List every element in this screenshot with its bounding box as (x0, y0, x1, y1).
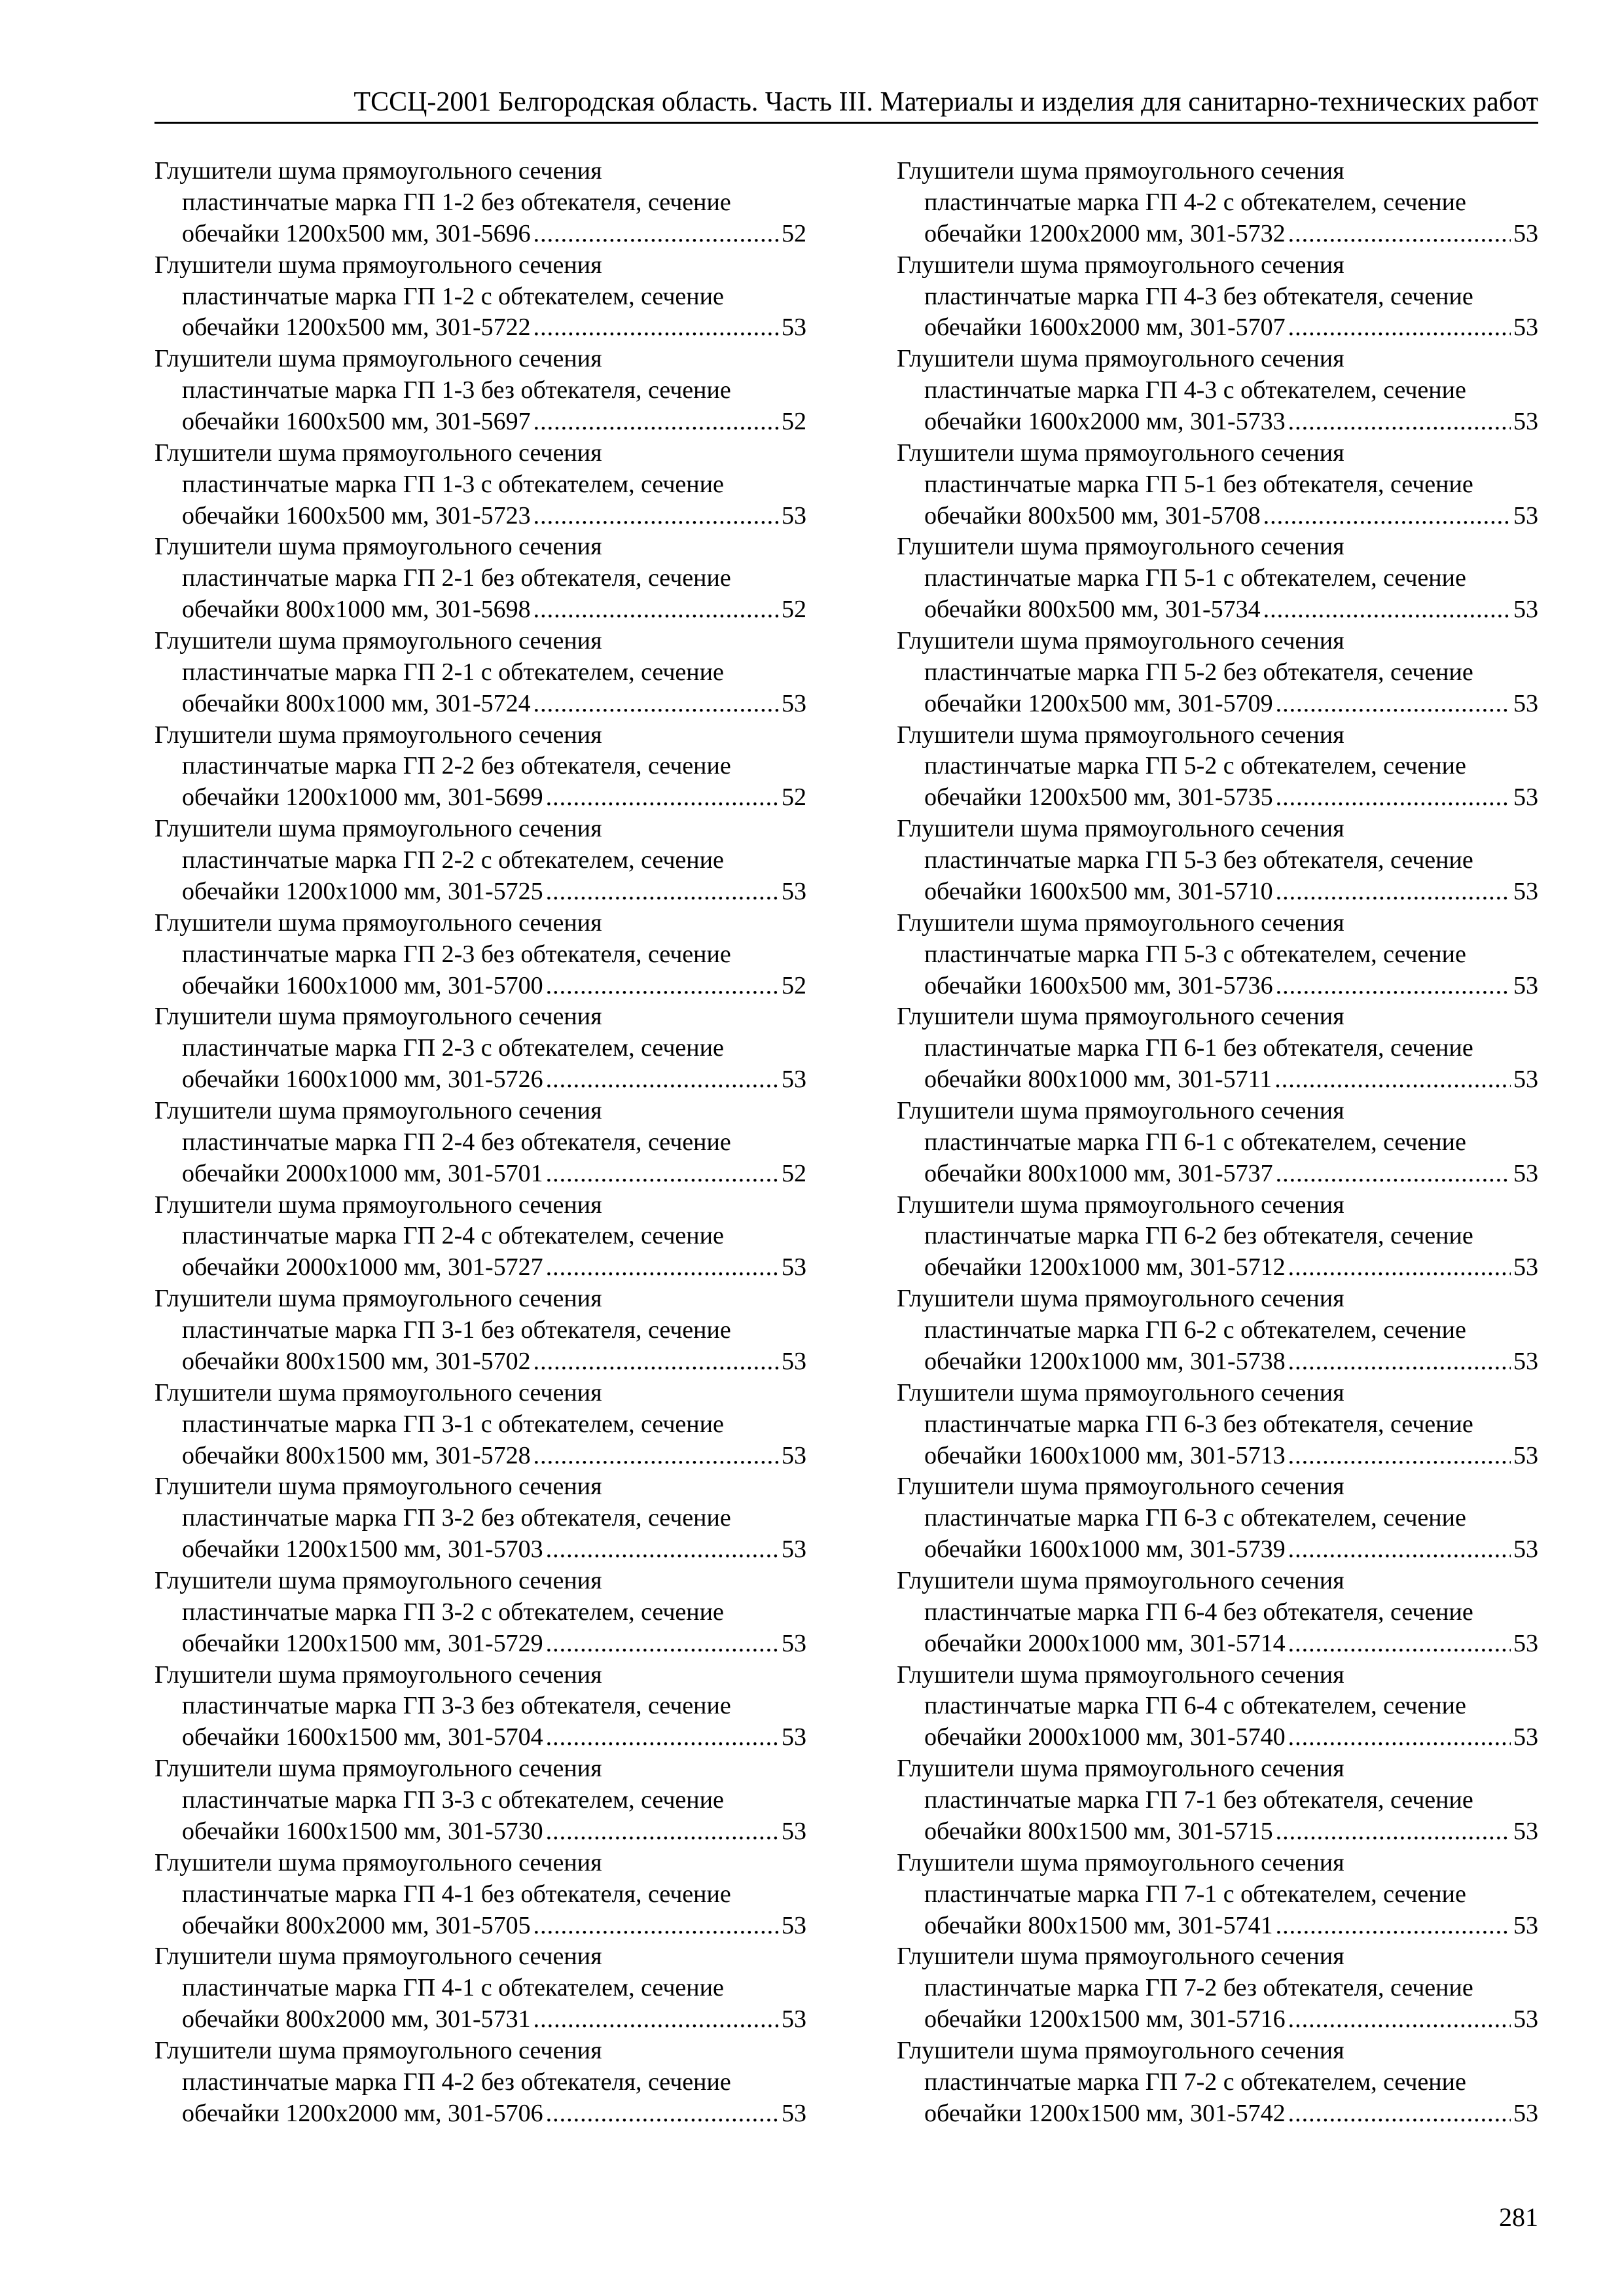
index-entry (897, 1190, 1538, 1284)
index-entry (897, 1378, 1538, 1472)
index-entry (154, 531, 806, 626)
index-entry (154, 1941, 806, 2036)
entry-description: пластинчатые марка ГП 2-4 с обтекателем, сечение (182, 1222, 724, 1250)
index-entry (897, 1848, 1538, 1942)
dot-leader (1276, 876, 1511, 908)
entry-title: Глушители шума прямоугольного сечения (154, 1660, 602, 1689)
entry-title: Глушители шума прямоугольного сечения (897, 1003, 1344, 1031)
dot-leader (1288, 1628, 1511, 1660)
entry-page-ref: 53 (782, 501, 806, 529)
entry-reference-line (154, 1158, 806, 1190)
entry-title: Глушители шума прямоугольного сечения (897, 1378, 1344, 1407)
entry-reference-line (154, 971, 806, 1002)
entry-description: пластинчатые марка ГП 5-1 с обтекателем, сечение (924, 564, 1466, 592)
entry-title: Глушители шума прямоугольного сечения (897, 908, 1344, 937)
entry-description: пластинчатые марка ГП 2-1 без обтекателя, сечение (182, 564, 731, 592)
entry-description: пластинчатые марка ГП 2-4 без обтекателя, сечение (182, 1128, 731, 1156)
index-entry (154, 1848, 806, 1942)
entry-code: обечайки 800x1500 мм, 301-5715 (924, 1817, 1273, 1845)
dot-leader (533, 689, 779, 720)
index-entry (897, 156, 1538, 250)
entry-page-ref: 53 (782, 2005, 806, 2034)
entry-code: обечайки 2000x1000 мм, 301-5714 (924, 1629, 1286, 1657)
index-entry (154, 1566, 806, 1660)
entry-page-ref: 53 (782, 1911, 806, 1939)
entry-code: обечайки 1600x1000 мм, 301-5726 (182, 1066, 543, 1094)
dot-leader (1288, 312, 1511, 344)
dot-leader (1288, 1346, 1511, 1378)
entry-reference-line (897, 689, 1538, 720)
index-entry (897, 1283, 1538, 1378)
dot-leader (1276, 971, 1511, 1002)
index-entry (897, 1471, 1538, 1566)
entry-title: Глушители шума прямоугольного сечения (154, 1755, 602, 1783)
entry-reference-line (897, 1158, 1538, 1190)
index-entry (897, 1753, 1538, 1848)
entry-reference-line (897, 2098, 1538, 2130)
entry-reference-line (897, 594, 1538, 626)
entry-description: пластинчатые марка ГП 7-1 без обтекателя, сечение (924, 1786, 1473, 1814)
index-entry (154, 814, 806, 908)
index-entry (154, 2036, 806, 2130)
entry-code: обечайки 1200x1000 мм, 301-5699 (182, 783, 543, 812)
index-entry (897, 1001, 1538, 1096)
entry-page-ref: 53 (1513, 408, 1538, 435)
entry-description: пластинчатые марка ГП 5-2 с обтекателем, сечение (924, 752, 1466, 780)
entry-title: Глушители шума прямоугольного сечения (897, 721, 1344, 749)
entry-title: Глушители шума прямоугольного сечения (154, 721, 602, 749)
entry-description: пластинчатые марка ГП 3-3 с обтекателем, сечение (182, 1786, 724, 1814)
entry-page-ref: 52 (782, 1159, 806, 1187)
entry-reference-line (154, 2004, 806, 2036)
entry-page-ref: 53 (782, 1629, 806, 1657)
entry-page-ref: 52 (782, 596, 806, 624)
entry-page-ref: 53 (1513, 501, 1538, 529)
index-entry (154, 1096, 806, 1190)
entry-code: обечайки 2000x1000 мм, 301-5727 (182, 1253, 543, 1282)
dot-leader (533, 406, 779, 438)
entry-code: обечайки 1200x500 мм, 301-5735 (924, 783, 1273, 812)
index-entry (897, 1566, 1538, 1660)
entry-page-ref: 53 (782, 877, 806, 905)
entry-description: пластинчатые марка ГП 2-3 с обтекателем, сечение (182, 1034, 724, 1062)
entry-title: Глушители шума прямоугольного сечения (154, 1191, 602, 1219)
entry-title: Глушители шума прямоугольного сечения (154, 1943, 602, 1971)
entry-reference-line (897, 1441, 1538, 1472)
entry-title: Глушители шума прямоугольного сечения (154, 345, 602, 373)
entry-code: обечайки 1200x500 мм, 301-5696 (182, 219, 531, 247)
entry-reference-line (154, 876, 806, 908)
index-entry (897, 626, 1538, 720)
index-entry (154, 438, 806, 532)
dot-leader (1276, 1910, 1511, 1942)
entry-description: пластинчатые марка ГП 6-3 без обтекателя, сечение (924, 1410, 1473, 1438)
entry-reference-line (897, 501, 1538, 532)
entry-reference-line (897, 1816, 1538, 1848)
entry-code: обечайки 1600x1500 мм, 301-5730 (182, 1817, 543, 1845)
entry-title: Глушители шума прямоугольного сечения (154, 1566, 602, 1594)
entry-title: Глушители шума прямоугольного сечения (897, 1660, 1344, 1689)
entry-title: Глушители шума прямоугольного сечения (897, 157, 1344, 185)
entry-reference-line (897, 782, 1538, 814)
entry-description: пластинчатые марка ГП 6-4 с обтекателем, сечение (924, 1692, 1466, 1720)
entry-page-ref: 53 (1513, 1066, 1538, 1094)
entry-description: пластинчатые марка ГП 6-3 с обтекателем, сечение (924, 1504, 1466, 1532)
entry-description: пластинчатые марка ГП 1-3 с обтекателем, сечение (182, 470, 724, 498)
entry-page-ref: 53 (782, 1253, 806, 1282)
entry-title: Глушители шума прямоугольного сечения (154, 251, 602, 279)
entry-title: Глушители шума прямоугольного сечения (897, 533, 1344, 561)
running-header: ТССЦ-2001 Белгородская область. Часть III. Материалы и изделия для санитарно-технических работ (154, 86, 1538, 124)
entry-title: Глушители шума прямоугольного сечения (154, 815, 602, 843)
dot-leader (546, 1722, 779, 1753)
dot-leader (1288, 1534, 1511, 1566)
entry-description: пластинчатые марка ГП 4-3 без обтекателя, сечение (924, 282, 1473, 310)
entry-page-ref: 53 (1513, 1817, 1538, 1845)
entry-description: пластинчатые марка ГП 1-2 без обтекателя, сечение (182, 188, 731, 216)
index-entry (154, 1283, 806, 1378)
index-entry (154, 1378, 806, 1472)
index-entry (154, 250, 806, 344)
entry-reference-line (897, 406, 1538, 438)
entry-title: Глушители шума прямоугольного сечения (897, 1848, 1344, 1876)
entry-reference-line (154, 501, 806, 532)
index-entry (154, 1190, 806, 1284)
entry-reference-line (897, 1628, 1538, 1660)
entry-title: Глушители шума прямоугольного сечения (897, 1285, 1344, 1313)
dot-leader (546, 1628, 779, 1660)
entry-description: пластинчатые марка ГП 6-1 без обтекателя, сечение (924, 1034, 1473, 1062)
dot-leader (546, 1158, 779, 1190)
entry-title: Глушители шума прямоугольного сечения (897, 1566, 1344, 1594)
entry-reference-line (897, 1064, 1538, 1096)
index-entry (897, 250, 1538, 344)
entry-title: Глушители шума прямоугольного сечения (154, 908, 602, 937)
entry-page-ref: 52 (782, 408, 806, 435)
entry-reference-line (154, 782, 806, 814)
dot-leader (1288, 406, 1511, 438)
entry-reference-line (897, 219, 1538, 250)
entry-code: обечайки 1600x1000 мм, 301-5739 (924, 1535, 1286, 1564)
index-entry (154, 908, 806, 1002)
entry-description: пластинчатые марка ГП 5-3 без обтекателя, сечение (924, 846, 1473, 874)
dot-leader (1263, 594, 1511, 626)
entry-page-ref: 53 (1513, 1441, 1538, 1469)
entry-page-ref: 53 (1513, 1911, 1538, 1939)
entry-reference-line (897, 1722, 1538, 1753)
entry-reference-line (897, 312, 1538, 344)
index-entry (154, 156, 806, 250)
index-entry (897, 1941, 1538, 2036)
entry-description: пластинчатые марка ГП 5-3 с обтекателем, сечение (924, 940, 1466, 968)
entry-page-ref: 53 (782, 1723, 806, 1751)
index-entry (897, 1096, 1538, 1190)
entry-description: пластинчатые марка ГП 6-2 без обтекателя, сечение (924, 1222, 1473, 1250)
dot-leader (533, 219, 779, 250)
index-entry (897, 908, 1538, 1002)
entry-code: обечайки 800x1000 мм, 301-5724 (182, 689, 531, 717)
entry-reference-line (154, 1628, 806, 1660)
entry-page-ref: 53 (782, 314, 806, 342)
entry-code: обечайки 1600x1000 мм, 301-5713 (924, 1441, 1286, 1469)
dot-leader (1288, 1252, 1511, 1283)
entry-description: пластинчатые марка ГП 3-2 без обтекателя, сечение (182, 1504, 731, 1532)
entry-code: обечайки 1200x1000 мм, 301-5712 (924, 1253, 1286, 1282)
entry-reference-line (154, 689, 806, 720)
entry-description: пластинчатые марка ГП 3-1 с обтекателем, сечение (182, 1410, 724, 1438)
entry-code: обечайки 1200x1500 мм, 301-5729 (182, 1629, 543, 1657)
entry-code: обечайки 1200x1500 мм, 301-5716 (924, 2005, 1286, 2034)
entry-reference-line (154, 1064, 806, 1096)
dot-leader (533, 2004, 779, 2036)
entry-reference-line (897, 1534, 1538, 1566)
entry-page-ref: 53 (1513, 1347, 1538, 1375)
index-entry (897, 814, 1538, 908)
entry-title: Глушители шума прямоугольного сечения (897, 2036, 1344, 2064)
entry-page-ref: 53 (1513, 1253, 1538, 1282)
dot-leader (546, 1816, 779, 1848)
entry-reference-line (154, 1441, 806, 1472)
entry-reference-line (154, 219, 806, 250)
dot-leader (1276, 689, 1511, 720)
entry-code: обечайки 1600x500 мм, 301-5736 (924, 971, 1273, 999)
index-entry (154, 1753, 806, 1848)
entry-code: обечайки 800x2000 мм, 301-5705 (182, 1911, 531, 1939)
entry-description: пластинчатые марка ГП 3-2 с обтекателем, сечение (182, 1598, 724, 1626)
entry-code: обечайки 800x2000 мм, 301-5731 (182, 2005, 531, 2034)
index-column-right (897, 156, 1538, 2129)
dot-leader (546, 1064, 779, 1096)
entry-title: Глушители шума прямоугольного сечения (897, 815, 1344, 843)
dot-leader (546, 1534, 779, 1566)
entry-page-ref: 53 (1513, 596, 1538, 624)
entry-title: Глушители шума прямоугольного сечения (897, 626, 1344, 655)
entry-reference-line (154, 1722, 806, 1753)
entry-title: Глушители шума прямоугольного сечения (154, 1003, 602, 1031)
dot-leader (1276, 1158, 1511, 1190)
entry-page-ref: 53 (1513, 783, 1538, 812)
entry-title: Глушители шума прямоугольного сечения (897, 251, 1344, 279)
entry-title: Глушители шума прямоугольного сечения (154, 533, 602, 561)
entry-code: обечайки 1200x500 мм, 301-5709 (924, 689, 1273, 717)
entry-description: пластинчатые марка ГП 2-2 с обтекателем, сечение (182, 846, 724, 874)
entry-code: обечайки 1200x2000 мм, 301-5732 (924, 219, 1286, 247)
index-entry (154, 1471, 806, 1566)
entry-page-ref: 53 (782, 1347, 806, 1375)
entry-description: пластинчатые марка ГП 7-2 без обтекателя, сечение (924, 1974, 1473, 2002)
index-entry (897, 720, 1538, 814)
entry-page-ref: 53 (1513, 1535, 1538, 1564)
entry-page-ref: 53 (782, 1066, 806, 1094)
entry-page-ref: 53 (1513, 1723, 1538, 1751)
entry-code: обечайки 1200x1500 мм, 301-5742 (924, 2099, 1286, 2127)
entry-reference-line (154, 1816, 806, 1848)
entry-reference-line (897, 1910, 1538, 1942)
entry-code: обечайки 800x1500 мм, 301-5741 (924, 1911, 1273, 1939)
entry-page-ref: 53 (1513, 877, 1538, 905)
dot-leader (1263, 501, 1511, 532)
index-column-left (154, 156, 806, 2129)
entry-description: пластинчатые марка ГП 5-2 без обтекателя, сечение (924, 658, 1473, 686)
entry-description: пластинчатые марка ГП 2-2 без обтекателя, сечение (182, 752, 731, 780)
entry-code: обечайки 2000x1000 мм, 301-5740 (924, 1723, 1286, 1751)
entry-title: Глушители шума прямоугольного сечения (154, 439, 602, 467)
entry-code: обечайки 800x1000 мм, 301-5711 (924, 1066, 1272, 1094)
dot-leader (533, 501, 779, 532)
entry-page-ref: 53 (782, 689, 806, 717)
entry-title: Глушители шума прямоугольного сечения (897, 1191, 1344, 1219)
entry-description: пластинчатые марка ГП 6-1 с обтекателем, сечение (924, 1128, 1466, 1156)
dot-leader (533, 594, 779, 626)
entry-reference-line (154, 1346, 806, 1378)
entry-title: Глушители шума прямоугольного сечения (897, 1755, 1344, 1783)
entry-description: пластинчатые марка ГП 7-2 с обтекателем, сечение (924, 2068, 1466, 2096)
entry-title: Глушители шума прямоугольного сечения (897, 439, 1344, 467)
entry-page-ref: 53 (1513, 971, 1538, 999)
entry-page-ref: 53 (1513, 2005, 1538, 2034)
index-entry (154, 626, 806, 720)
entry-description: пластинчатые марка ГП 4-2 с обтекателем, сечение (924, 188, 1466, 216)
dot-leader (546, 971, 779, 1002)
entry-description: пластинчатые марка ГП 4-2 без обтекателя, сечение (182, 2068, 731, 2096)
index-entry (897, 531, 1538, 626)
entry-description: пластинчатые марка ГП 6-2 с обтекателем, сечение (924, 1316, 1466, 1344)
entry-code: обечайки 1600x500 мм, 301-5697 (182, 408, 531, 435)
entry-reference-line (154, 1910, 806, 1942)
dot-leader (533, 1441, 779, 1472)
entry-code: обечайки 1200x1500 мм, 301-5703 (182, 1535, 543, 1564)
dot-leader (546, 1252, 779, 1283)
entry-reference-line (897, 971, 1538, 1002)
entry-code: обечайки 800x1000 мм, 301-5698 (182, 596, 531, 624)
page-number: 281 (1499, 2202, 1538, 2232)
entry-title: Глушители шума прямоугольного сечения (897, 1943, 1344, 1971)
entry-description: пластинчатые марка ГП 5-1 без обтекателя, сечение (924, 470, 1473, 498)
entry-page-ref: 53 (782, 1441, 806, 1469)
entry-title: Глушители шума прямоугольного сечения (154, 626, 602, 655)
entry-code: обечайки 800x1500 мм, 301-5702 (182, 1347, 531, 1375)
entry-title: Глушители шума прямоугольного сечения (154, 1848, 602, 1876)
entry-title: Глушители шума прямоугольного сечения (897, 1096, 1344, 1124)
entry-title: Глушители шума прямоугольного сечения (154, 1285, 602, 1313)
entry-page-ref: 53 (1513, 314, 1538, 342)
entry-code: обечайки 2000x1000 мм, 301-5701 (182, 1159, 543, 1187)
dot-leader (1288, 219, 1511, 250)
entry-reference-line (897, 1252, 1538, 1283)
entry-code: обечайки 1200x1000 мм, 301-5738 (924, 1347, 1286, 1375)
entry-code: обечайки 800x1500 мм, 301-5728 (182, 1441, 531, 1469)
index-entry (154, 1001, 806, 1096)
entry-page-ref: 53 (1513, 2099, 1538, 2127)
entry-code: обечайки 1600x2000 мм, 301-5707 (924, 314, 1286, 342)
index-entry (897, 1660, 1538, 1754)
entry-page-ref: 53 (782, 1817, 806, 1845)
entry-code: обечайки 800x1000 мм, 301-5737 (924, 1159, 1273, 1187)
entry-description: пластинчатые марка ГП 3-3 без обтекателя, сечение (182, 1692, 731, 1720)
entry-title: Глушители шума прямоугольного сечения (154, 1378, 602, 1407)
entry-description: пластинчатые марка ГП 4-1 без обтекателя, сечение (182, 1880, 731, 1908)
entry-description: пластинчатые марка ГП 7-1 с обтекателем, сечение (924, 1880, 1466, 1908)
entry-title: Глушители шума прямоугольного сечения (154, 2036, 602, 2064)
dot-leader (1276, 782, 1511, 814)
index-entry (897, 2036, 1538, 2130)
entry-page-ref: 53 (1513, 1629, 1538, 1657)
entry-code: обечайки 1600x500 мм, 301-5710 (924, 877, 1273, 905)
entry-code: обечайки 1600x500 мм, 301-5723 (182, 501, 531, 529)
entry-page-ref: 53 (782, 1535, 806, 1564)
entry-reference-line (897, 1346, 1538, 1378)
entry-page-ref: 53 (782, 2099, 806, 2127)
entry-code: обечайки 1600x2000 мм, 301-5733 (924, 408, 1286, 435)
dot-leader (546, 2098, 779, 2130)
index-entry (897, 344, 1538, 438)
entry-page-ref: 53 (1513, 1159, 1538, 1187)
entry-code: обечайки 800x500 мм, 301-5734 (924, 596, 1261, 624)
entry-description: пластинчатые марка ГП 3-1 без обтекателя, сечение (182, 1316, 731, 1344)
entry-reference-line (154, 1252, 806, 1283)
dot-leader (533, 1910, 779, 1942)
index-entry (154, 1660, 806, 1754)
index-entry (154, 344, 806, 438)
entry-page-ref: 52 (782, 219, 806, 247)
entry-description: пластинчатые марка ГП 4-1 с обтекателем, сечение (182, 1974, 724, 2002)
entry-code: обечайки 1200x2000 мм, 301-5706 (182, 2099, 543, 2127)
entry-reference-line (897, 876, 1538, 908)
entry-title: Глушители шума прямоугольного сечения (154, 1473, 602, 1501)
entry-description: пластинчатые марка ГП 6-4 без обтекателя, сечение (924, 1598, 1473, 1626)
dot-leader (546, 782, 779, 814)
index-entry (154, 720, 806, 814)
entry-page-ref: 53 (1513, 689, 1538, 717)
dot-leader (533, 1346, 779, 1378)
dot-leader (546, 876, 779, 908)
dot-leader (533, 312, 779, 344)
entry-title: Глушители шума прямоугольного сечения (897, 345, 1344, 373)
entry-description: пластинчатые марка ГП 2-3 без обтекателя, сечение (182, 940, 731, 968)
entry-page-ref: 53 (1513, 219, 1538, 247)
entry-page-ref: 52 (782, 971, 806, 999)
entry-page-ref: 52 (782, 783, 806, 812)
dot-leader (1288, 1722, 1511, 1753)
entry-title: Глушители шума прямоугольного сечения (897, 1473, 1344, 1501)
entry-code: обечайки 1600x1000 мм, 301-5700 (182, 971, 543, 999)
entry-description: пластинчатые марка ГП 4-3 с обтекателем, сечение (924, 376, 1466, 404)
dot-leader (1288, 2098, 1511, 2130)
dot-leader (1288, 2004, 1511, 2036)
entry-code: обечайки 800x500 мм, 301-5708 (924, 501, 1261, 529)
index-entry (897, 438, 1538, 532)
entry-reference-line (154, 2098, 806, 2130)
entry-reference-line (154, 312, 806, 344)
entry-description: пластинчатые марка ГП 2-1 с обтекателем, сечение (182, 658, 724, 686)
entry-code: обечайки 1200x1000 мм, 301-5725 (182, 877, 543, 905)
dot-leader (1288, 1441, 1511, 1472)
entry-description: пластинчатые марка ГП 1-3 без обтекателя, сечение (182, 376, 731, 404)
dot-leader (1276, 1816, 1511, 1848)
entry-code: обечайки 1200x500 мм, 301-5722 (182, 314, 531, 342)
entry-reference-line (154, 594, 806, 626)
entry-title: Глушители шума прямоугольного сечения (154, 1096, 602, 1124)
entry-title: Глушители шума прямоугольного сечения (154, 157, 602, 185)
entry-reference-line (897, 2004, 1538, 2036)
dot-leader (1274, 1064, 1511, 1096)
entry-reference-line (154, 406, 806, 438)
entry-description: пластинчатые марка ГП 1-2 с обтекателем, сечение (182, 282, 724, 310)
entry-code: обечайки 1600x1500 мм, 301-5704 (182, 1723, 543, 1751)
entry-reference-line (154, 1534, 806, 1566)
